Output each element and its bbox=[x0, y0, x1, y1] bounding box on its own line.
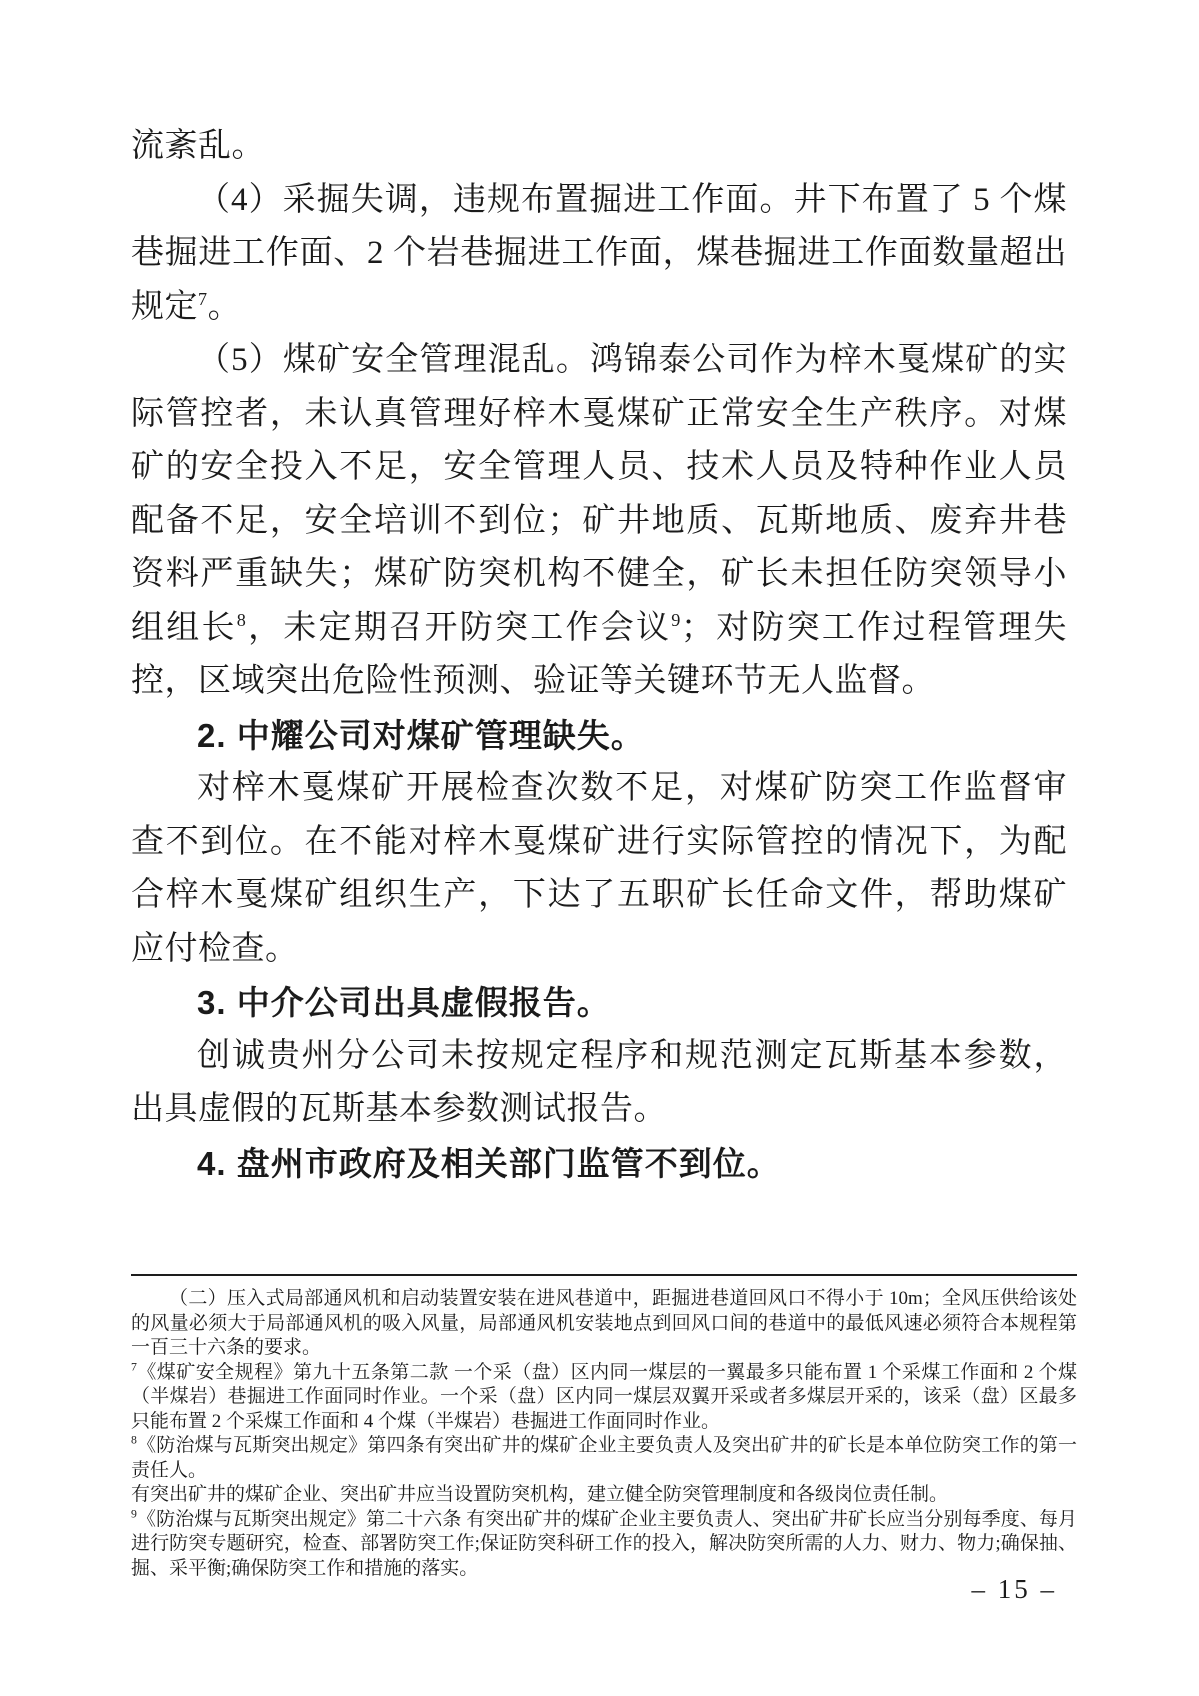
paragraph-item-4 bbox=[131, 174, 1067, 335]
paragraph-item-5 bbox=[131, 334, 1067, 709]
footnotes-block bbox=[131, 1274, 1077, 1581]
body-text bbox=[131, 120, 1067, 1190]
section-heading-4: 4. 盘州市政府及相关部门监管不到位。 bbox=[197, 1144, 781, 1182]
paragraph-text: （5）煤矿安全管理混乱。鸿锦泰公司作为梓木戛煤矿的实际管控者，未认真管理好梓木戛煤矿正常安全生产秩序。对煤矿的安全投入不足，安全管理人员、技术人员及特种作业人员配备不足，安全培训不到位；矿井地质、瓦斯地质、废弃井巷资料严重缺失；煤矿防突机构不健全，矿长未担任防突领导小组组长 bbox=[131, 342, 1067, 646]
footnote-7-marker: 7 bbox=[131, 1360, 137, 1374]
footnote-9 bbox=[131, 1508, 1077, 1582]
footnote-ref-9: 9 bbox=[671, 609, 681, 630]
footnote-ref-7: 7 bbox=[198, 288, 208, 309]
footnote-8-extra: 有突出矿井的煤矿企业、突出矿井应当设置防突机构，建立健全防突管理制度和各级岗位责任制。 bbox=[131, 1484, 949, 1505]
footnote-text: 《防治煤与瓦斯突出规定》第四条有突出矿井的煤矿企业主要负责人及突出矿井的矿长是本单位防突工作的第一责任人。 bbox=[131, 1435, 1077, 1481]
paragraph-text: 流紊乱。 bbox=[131, 128, 265, 164]
footnote-ref-8: 8 bbox=[236, 609, 247, 630]
paragraph-section-2: 对梓木戛煤矿开展检查次数不足，对煤矿防突工作监督审查不到位。在不能对梓木戛煤矿进行实际管控的情况下，为配合梓木戛煤矿组织生产，下达了五职矿长任命文件，帮助煤矿应付检查。 bbox=[131, 770, 1067, 967]
footnote-text: 《煤矿安全规程》第九十五条第二款 一个采（盘）区内同一煤层的一翼最多只能布置 1 个采煤工作面和 2 个煤（半煤岩）巷掘进工作面同时作业。一个采（盘）区内同一煤层双翼开采或者多煤层开采的，该采（盘）区最多只能布置 2 个采煤工作面和 4 个煤（半煤岩）巷掘进工作面同时作业。 bbox=[131, 1361, 1077, 1432]
paragraph-text: ，未定期召开防突工作会议 bbox=[246, 609, 672, 646]
section-heading-2: 2. 中耀公司对煤矿管理缺失。 bbox=[197, 716, 645, 754]
paragraph-continuation bbox=[131, 120, 1067, 174]
footnote-7 bbox=[131, 1361, 1077, 1435]
footnote-text: 《防治煤与瓦斯突出规定》第二十六条 有突出矿井的煤矿企业主要负责人、突出矿井矿长应当分别每季度、每月进行防突专题研究，检查、部署防突工作;保证防突科研工作的投入，解决防突所需的人力、财力、物力;确保抽、掘、采平衡;确保防突工作和措施的落实。 bbox=[131, 1508, 1077, 1579]
paragraph-section-3: 创诚贵州分公司未按规定程序和规范测定瓦斯基本参数，出具虚假的瓦斯基本参数测试报告。 bbox=[131, 1037, 1067, 1127]
footnote-8 bbox=[131, 1434, 1077, 1483]
paragraph-text: （4）采掘失调，违规布置掘进工作面。井下布置了 5 个煤巷掘进工作面、2 个岩巷掘进工作面，煤巷掘进工作面数量超出规定 bbox=[131, 181, 1067, 325]
footnote-continuation: （二）压入式局部通风机和启动装置安装在进风巷道中，距掘进巷道回风口不得小于 10m；全风压供给该处的风量必须大于局部通风机的吸入风量，局部通风机安装地点到回风口间的巷道中的最低风速必须符合本规程第一百三十六条的要求。 bbox=[131, 1288, 1077, 1358]
paragraph-text: ；对防突工作过程管理失控，区域突出危险性预测、验证等关键环节无人监督。 bbox=[131, 609, 1068, 699]
footnote-9-marker: 9 bbox=[131, 1507, 137, 1521]
section-heading-3: 3. 中介公司出具虚假报告。 bbox=[197, 984, 611, 1021]
paragraph-text: 。 bbox=[207, 288, 242, 325]
page-number: – 15 – bbox=[971, 1574, 1057, 1604]
footnote-8-marker: 8 bbox=[131, 1433, 137, 1447]
